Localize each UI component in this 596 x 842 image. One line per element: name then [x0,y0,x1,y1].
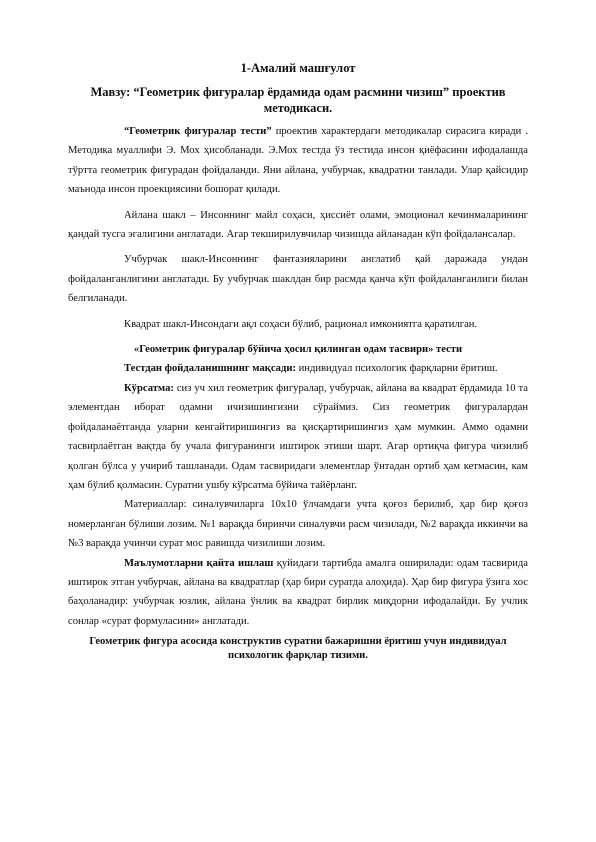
triangle-paragraph: Учбурчак шакл-Инсоннинг фантазияларини англатиб қай даражада ундан фойдаланганлигини англатади. Бу учбурчак шаклдан бир расмда қанча кўп фойдаланганлиги билан белгиланади. [68,254,528,305]
square-paragraph: Квадрат шакл-Инсондаги ақл соҳаси бўлиб, рационал имкониятга қаратилган. [124,318,478,330]
instruction-paragraph [68,379,528,495]
instruction-bold: Кўрсатма: [124,382,174,394]
instruction-text: сиз уч хил геометрик фигуралар, учбурчак, айлана ва квадрат ёрдамида 10 та элементдан иборат одамни ичизишингизни сўраймиз. Сиз геометрик фигуралардан фойдаланаётганда уларни кенгайтиришингиз ва қисқартиришингиз ҳам мумкин. Аммо одамни тасвирлаётган вақтда бу учала фигуранинги иштирок этиши шарт. Агар ортиқча фигура чизилиб қолган бўлса у учириб ташланади. Одам тасвиридаги элементлар ўнтадан ортиб ҳам кетмасин, кам ҳам бўлиб қолмасин. Суратни ушбу кўрсатма бўйича тайёрланг. [68,382,528,491]
processing-text: қуйидаги тартибда амалга оширилади: одам тасвирида иштирок этган учбурчак, айлана ва квадратлар (ҳар бири суратда алоҳида). Ҳар бир фигура ўзига хос баҳоланадир: учбурчак юзлик, айлана ўнлик ва квадрат бирлик миқдорни ифодалайди. Бу учлик сонлар «сурат формуласини» англатади. [68,557,529,627]
intro-paragraph [68,122,528,200]
intro-text: проектив характердаги методикалар сирасига киради . Методика муаллифи Э. Мох ҳисобланади. Э.Мох тестда ўз тестида инсон қиёфасини ифодалашда тўртта геометрик фигурадан фойдаланди. Яни айлана, учбурчак, квадратни танлади. Улар қайсидир маънода инсон проекциясини бошорат қилади. [68,126,528,196]
intro-bold: “Геометрик фигуралар тести” [124,126,272,137]
processing-paragraph [68,554,528,632]
purpose-bold: Тестдан фойдаланишнинг мақсади: [124,363,296,375]
circle-paragraph: Айлана шакл – Инсоннинг майл соҳаси, ҳиссиёт олами, эмоционал кечинмаларининг қандай тусга эгалигини англатади. Агар текширилувчилар чизишда айланадан кўп фойдалансалар. [68,209,528,241]
test-title: «Геометрик фигуралар бўйича ҳосил қилинган одам тасвири» тести [133,344,463,356]
page-heading: 1-Амалий машғулот [240,61,356,75]
purpose-text: индивидуал психологик фарқларни ёритиш. [295,363,498,375]
subject-title: Мавзу: “Геометрик фигуралар ёрдамида одам расмини чизиш” проектив методикаси. [90,85,506,115]
final-heading: Геометрик фигура асосида конструктив суратни бажаришни ёритиш учун индивидуал психологик фарқлар тизими. [89,636,507,662]
purpose-paragraph [68,359,528,378]
processing-bold: Маълумотларни қайта ишлаш [124,557,274,569]
materials-paragraph: Материаллар: синалувчиларга 10х10 ўлчамдаги учта қоғоз берилиб, ҳар бир қоғоз номерланган бўлиши лозим. №1 варақда биринчи синалувчи расм чизилади, №2 варақда иккинчи ва №3 варақда учинчи сурат мос равишда чизилиши лозим. [68,499,528,550]
